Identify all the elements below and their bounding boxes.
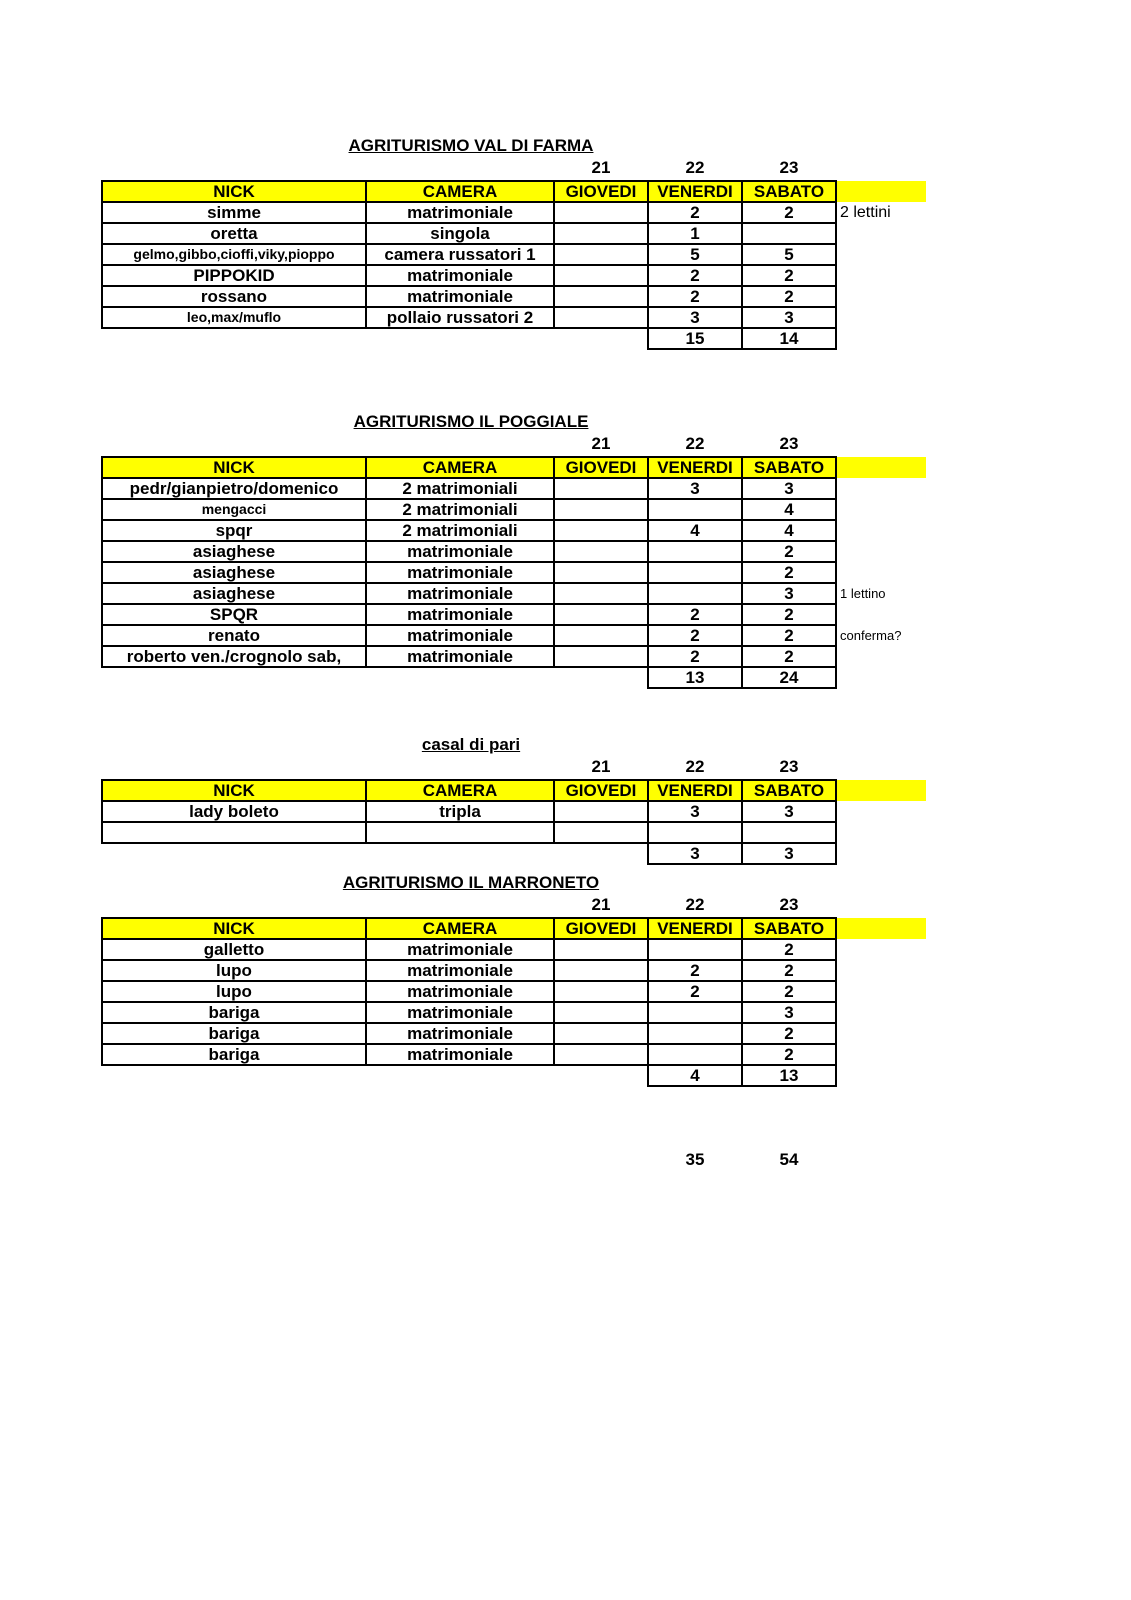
cell-camera: matrimoniale bbox=[366, 583, 554, 604]
blank-cell bbox=[102, 667, 366, 688]
cell-sabato: 3 bbox=[742, 801, 836, 822]
blank-cell bbox=[102, 328, 366, 349]
cell-venerdi bbox=[648, 939, 742, 960]
table-row bbox=[102, 822, 926, 843]
cell-camera: matrimoniale bbox=[366, 562, 554, 583]
cell-note: 1 lettino bbox=[840, 586, 886, 601]
blank-cell bbox=[102, 843, 366, 864]
date-row bbox=[101, 433, 841, 455]
cell-sabato: 2 bbox=[742, 604, 836, 625]
cell-camera: matrimoniale bbox=[366, 604, 554, 625]
blank-cell bbox=[366, 843, 554, 864]
cell-giovedi bbox=[554, 625, 648, 646]
date-label: 22 bbox=[685, 757, 705, 776]
table-row bbox=[102, 1023, 926, 1044]
cell-giovedi bbox=[554, 202, 648, 223]
cell-nick: bariga bbox=[102, 1044, 366, 1065]
header-camera: CAMERA bbox=[366, 457, 554, 478]
cell-sabato: 2 bbox=[742, 1044, 836, 1065]
section-title: AGRITURISMO IL POGGIALE bbox=[353, 412, 589, 431]
cell-note bbox=[836, 1023, 926, 1044]
table-row bbox=[102, 499, 926, 520]
header-spacer bbox=[836, 918, 926, 939]
table-row bbox=[102, 583, 926, 604]
table-row bbox=[102, 646, 926, 667]
cell-camera: 2 matrimoniali bbox=[366, 520, 554, 541]
cell-giovedi bbox=[554, 244, 648, 265]
cell-venerdi: 2 bbox=[648, 604, 742, 625]
table-row bbox=[102, 604, 926, 625]
cell-venerdi bbox=[648, 1023, 742, 1044]
date-label: 23 bbox=[779, 434, 799, 453]
cell-camera: 2 matrimoniali bbox=[366, 499, 554, 520]
cell-sabato: 2 bbox=[742, 286, 836, 307]
cell-nick: leo,max/muflo bbox=[102, 307, 366, 328]
header-nick: NICK bbox=[102, 181, 366, 202]
blank-cell bbox=[836, 1065, 926, 1086]
cell-giovedi bbox=[554, 307, 648, 328]
table-row bbox=[102, 202, 926, 223]
cell-nick: bariga bbox=[102, 1023, 366, 1044]
cell-camera: matrimoniale bbox=[366, 1044, 554, 1065]
cell-nick: simme bbox=[102, 202, 366, 223]
cell-venerdi bbox=[648, 1044, 742, 1065]
cell-nick: bariga bbox=[102, 1002, 366, 1023]
table-row bbox=[102, 625, 926, 646]
cell-camera: matrimoniale bbox=[366, 981, 554, 1002]
cell-camera: matrimoniale bbox=[366, 286, 554, 307]
total-venerdi: 13 bbox=[648, 667, 742, 688]
header-giovedi: GIOVEDI bbox=[554, 181, 648, 202]
cell-camera bbox=[366, 822, 554, 843]
table-row bbox=[102, 478, 926, 499]
table-row bbox=[102, 939, 926, 960]
header-venerdi: VENERDI bbox=[648, 918, 742, 939]
table-row bbox=[102, 1044, 926, 1065]
cell-venerdi: 1 bbox=[648, 223, 742, 244]
cell-giovedi bbox=[554, 478, 648, 499]
date-label: 22 bbox=[685, 158, 705, 177]
cell-camera: matrimoniale bbox=[366, 541, 554, 562]
cell-camera: matrimoniale bbox=[366, 265, 554, 286]
cell-camera: matrimoniale bbox=[366, 202, 554, 223]
cell-nick: mengacci bbox=[102, 499, 366, 520]
total-venerdi: 3 bbox=[648, 843, 742, 864]
cell-venerdi: 2 bbox=[648, 981, 742, 1002]
cell-nick: rossano bbox=[102, 286, 366, 307]
cell-giovedi bbox=[554, 583, 648, 604]
header-sabato: SABATO bbox=[742, 457, 836, 478]
blank-cell bbox=[554, 667, 648, 688]
cell-venerdi bbox=[648, 583, 742, 604]
cell-note bbox=[836, 960, 926, 981]
cell-note bbox=[836, 562, 926, 583]
cell-nick: galletto bbox=[102, 939, 366, 960]
total-sabato: 3 bbox=[742, 843, 836, 864]
totals-row bbox=[102, 667, 926, 688]
date-label: 21 bbox=[591, 158, 611, 177]
blank-cell bbox=[554, 843, 648, 864]
section-title: AGRITURISMO VAL DI FARMA bbox=[348, 136, 594, 155]
cell-sabato: 2 bbox=[742, 541, 836, 562]
cell-sabato: 2 bbox=[742, 981, 836, 1002]
cell-sabato: 3 bbox=[742, 1002, 836, 1023]
date-row bbox=[101, 894, 841, 916]
cell-nick: asiaghese bbox=[102, 541, 366, 562]
cell-note bbox=[836, 478, 926, 499]
cell-sabato: 2 bbox=[742, 562, 836, 583]
table-row bbox=[102, 244, 926, 265]
cell-nick: asiaghese bbox=[102, 562, 366, 583]
blank-cell bbox=[836, 667, 926, 688]
booking-table bbox=[101, 779, 927, 865]
blank-cell bbox=[836, 843, 926, 864]
cell-camera: camera russatori 1 bbox=[366, 244, 554, 265]
cell-sabato: 2 bbox=[742, 202, 836, 223]
blank-cell bbox=[366, 667, 554, 688]
cell-nick: lady boleto bbox=[102, 801, 366, 822]
cell-camera: matrimoniale bbox=[366, 939, 554, 960]
cell-nick bbox=[102, 822, 366, 843]
cell-venerdi: 2 bbox=[648, 286, 742, 307]
cell-venerdi: 4 bbox=[648, 520, 742, 541]
table-row bbox=[102, 286, 926, 307]
table-row bbox=[102, 960, 926, 981]
header-venerdi: VENERDI bbox=[648, 457, 742, 478]
cell-sabato: 2 bbox=[742, 960, 836, 981]
header-sabato: SABATO bbox=[742, 181, 836, 202]
cell-giovedi bbox=[554, 960, 648, 981]
cell-note: 2 lettini bbox=[840, 204, 891, 221]
blank-cell bbox=[366, 328, 554, 349]
cell-giovedi bbox=[554, 1044, 648, 1065]
cell-venerdi: 3 bbox=[648, 478, 742, 499]
table-row bbox=[102, 801, 926, 822]
date-label: 23 bbox=[779, 158, 799, 177]
cell-venerdi: 2 bbox=[648, 265, 742, 286]
cell-sabato: 3 bbox=[742, 478, 836, 499]
booking-table bbox=[101, 180, 927, 350]
header-venerdi: VENERDI bbox=[648, 181, 742, 202]
cell-camera: matrimoniale bbox=[366, 1002, 554, 1023]
blank-cell bbox=[554, 1065, 648, 1086]
cell-venerdi bbox=[648, 562, 742, 583]
header-row bbox=[102, 181, 926, 202]
cell-note bbox=[836, 801, 926, 822]
cell-venerdi bbox=[648, 541, 742, 562]
cell-giovedi bbox=[554, 286, 648, 307]
header-giovedi: GIOVEDI bbox=[554, 457, 648, 478]
table-row bbox=[102, 223, 926, 244]
header-row bbox=[102, 918, 926, 939]
total-venerdi: 4 bbox=[648, 1065, 742, 1086]
cell-camera: 2 matrimoniali bbox=[366, 478, 554, 499]
cell-note bbox=[836, 822, 926, 843]
cell-venerdi: 5 bbox=[648, 244, 742, 265]
cell-venerdi: 2 bbox=[648, 202, 742, 223]
table-row bbox=[102, 562, 926, 583]
cell-camera: matrimoniale bbox=[366, 960, 554, 981]
header-nick: NICK bbox=[102, 457, 366, 478]
header-camera: CAMERA bbox=[366, 181, 554, 202]
date-label: 23 bbox=[779, 895, 799, 914]
header-camera: CAMERA bbox=[366, 918, 554, 939]
total-sabato: 24 bbox=[742, 667, 836, 688]
cell-nick: SPQR bbox=[102, 604, 366, 625]
cell-giovedi bbox=[554, 1023, 648, 1044]
table-row bbox=[102, 541, 926, 562]
cell-camera: matrimoniale bbox=[366, 625, 554, 646]
cell-note bbox=[836, 265, 926, 286]
cell-camera: singola bbox=[366, 223, 554, 244]
cell-giovedi bbox=[554, 604, 648, 625]
cell-venerdi: 2 bbox=[648, 625, 742, 646]
cell-note bbox=[836, 646, 926, 667]
cell-nick: roberto ven./crognolo sab, bbox=[102, 646, 366, 667]
cell-note bbox=[836, 541, 926, 562]
header-spacer bbox=[836, 181, 926, 202]
cell-sabato: 3 bbox=[742, 583, 836, 604]
cell-note: conferma? bbox=[840, 628, 902, 643]
table-row bbox=[102, 307, 926, 328]
cell-nick: gelmo,gibbo,cioffi,viky,pioppo bbox=[102, 244, 366, 265]
cell-venerdi bbox=[648, 1002, 742, 1023]
date-label: 21 bbox=[591, 434, 611, 453]
date-label: 23 bbox=[779, 757, 799, 776]
cell-sabato: 2 bbox=[742, 625, 836, 646]
header-camera: CAMERA bbox=[366, 780, 554, 801]
totals-row bbox=[102, 328, 926, 349]
cell-sabato: 4 bbox=[742, 499, 836, 520]
cell-sabato: 5 bbox=[742, 244, 836, 265]
header-nick: NICK bbox=[102, 918, 366, 939]
header-giovedi: GIOVEDI bbox=[554, 918, 648, 939]
cell-nick: lupo bbox=[102, 960, 366, 981]
cell-nick: asiaghese bbox=[102, 583, 366, 604]
booking-table bbox=[101, 456, 927, 689]
total-sabato: 14 bbox=[742, 328, 836, 349]
header-sabato: SABATO bbox=[742, 918, 836, 939]
cell-sabato: 3 bbox=[742, 307, 836, 328]
cell-giovedi bbox=[554, 499, 648, 520]
cell-note bbox=[836, 499, 926, 520]
cell-giovedi bbox=[554, 1002, 648, 1023]
cell-giovedi bbox=[554, 646, 648, 667]
header-row bbox=[102, 780, 926, 801]
cell-venerdi bbox=[648, 822, 742, 843]
cell-venerdi: 3 bbox=[648, 307, 742, 328]
header-nick: NICK bbox=[102, 780, 366, 801]
header-venerdi: VENERDI bbox=[648, 780, 742, 801]
cell-giovedi bbox=[554, 562, 648, 583]
cell-venerdi: 2 bbox=[648, 960, 742, 981]
cell-giovedi bbox=[554, 939, 648, 960]
header-spacer bbox=[836, 780, 926, 801]
cell-sabato: 2 bbox=[742, 939, 836, 960]
cell-note bbox=[836, 1044, 926, 1065]
cell-sabato: 4 bbox=[742, 520, 836, 541]
table-row bbox=[102, 520, 926, 541]
cell-nick: pedr/gianpietro/domenico bbox=[102, 478, 366, 499]
cell-note bbox=[836, 223, 926, 244]
date-label: 22 bbox=[685, 895, 705, 914]
total-sabato: 13 bbox=[742, 1065, 836, 1086]
header-spacer bbox=[836, 457, 926, 478]
cell-venerdi: 3 bbox=[648, 801, 742, 822]
cell-note bbox=[836, 286, 926, 307]
section-title: casal di pari bbox=[421, 735, 521, 754]
cell-camera: matrimoniale bbox=[366, 646, 554, 667]
cell-camera: matrimoniale bbox=[366, 1023, 554, 1044]
cell-camera: pollaio russatori 2 bbox=[366, 307, 554, 328]
cell-nick: spqr bbox=[102, 520, 366, 541]
cell-note bbox=[836, 604, 926, 625]
cell-camera: tripla bbox=[366, 801, 554, 822]
totals-row bbox=[102, 843, 926, 864]
cell-venerdi bbox=[648, 499, 742, 520]
blank-cell bbox=[836, 328, 926, 349]
header-sabato: SABATO bbox=[742, 780, 836, 801]
booking-table bbox=[101, 917, 927, 1087]
totals-row bbox=[102, 1065, 926, 1086]
cell-sabato bbox=[742, 223, 836, 244]
grand-total-sabato: 54 bbox=[779, 1150, 799, 1169]
blank-cell bbox=[554, 328, 648, 349]
cell-giovedi bbox=[554, 541, 648, 562]
date-label: 21 bbox=[591, 895, 611, 914]
header-giovedi: GIOVEDI bbox=[554, 780, 648, 801]
cell-note bbox=[836, 520, 926, 541]
section-title: AGRITURISMO IL MARRONETO bbox=[342, 873, 600, 892]
cell-note bbox=[836, 981, 926, 1002]
header-row bbox=[102, 457, 926, 478]
date-label: 22 bbox=[685, 434, 705, 453]
blank-cell bbox=[366, 1065, 554, 1086]
cell-nick: oretta bbox=[102, 223, 366, 244]
cell-giovedi bbox=[554, 981, 648, 1002]
cell-nick: lupo bbox=[102, 981, 366, 1002]
grand-total-venerdi: 35 bbox=[685, 1150, 705, 1169]
blank-cell bbox=[102, 1065, 366, 1086]
cell-giovedi bbox=[554, 822, 648, 843]
cell-sabato: 2 bbox=[742, 646, 836, 667]
cell-venerdi: 2 bbox=[648, 646, 742, 667]
date-row bbox=[101, 157, 841, 179]
cell-giovedi bbox=[554, 223, 648, 244]
cell-nick: PIPPOKID bbox=[102, 265, 366, 286]
table-row bbox=[102, 1002, 926, 1023]
cell-note bbox=[836, 1002, 926, 1023]
date-row bbox=[101, 756, 841, 778]
cell-giovedi bbox=[554, 265, 648, 286]
total-venerdi: 15 bbox=[648, 328, 742, 349]
cell-giovedi bbox=[554, 520, 648, 541]
cell-giovedi bbox=[554, 801, 648, 822]
cell-sabato: 2 bbox=[742, 1023, 836, 1044]
date-label: 21 bbox=[591, 757, 611, 776]
cell-note bbox=[836, 244, 926, 265]
cell-note bbox=[836, 307, 926, 328]
cell-sabato: 2 bbox=[742, 265, 836, 286]
table-row bbox=[102, 981, 926, 1002]
cell-nick: renato bbox=[102, 625, 366, 646]
table-row bbox=[102, 265, 926, 286]
cell-sabato bbox=[742, 822, 836, 843]
cell-note bbox=[836, 939, 926, 960]
